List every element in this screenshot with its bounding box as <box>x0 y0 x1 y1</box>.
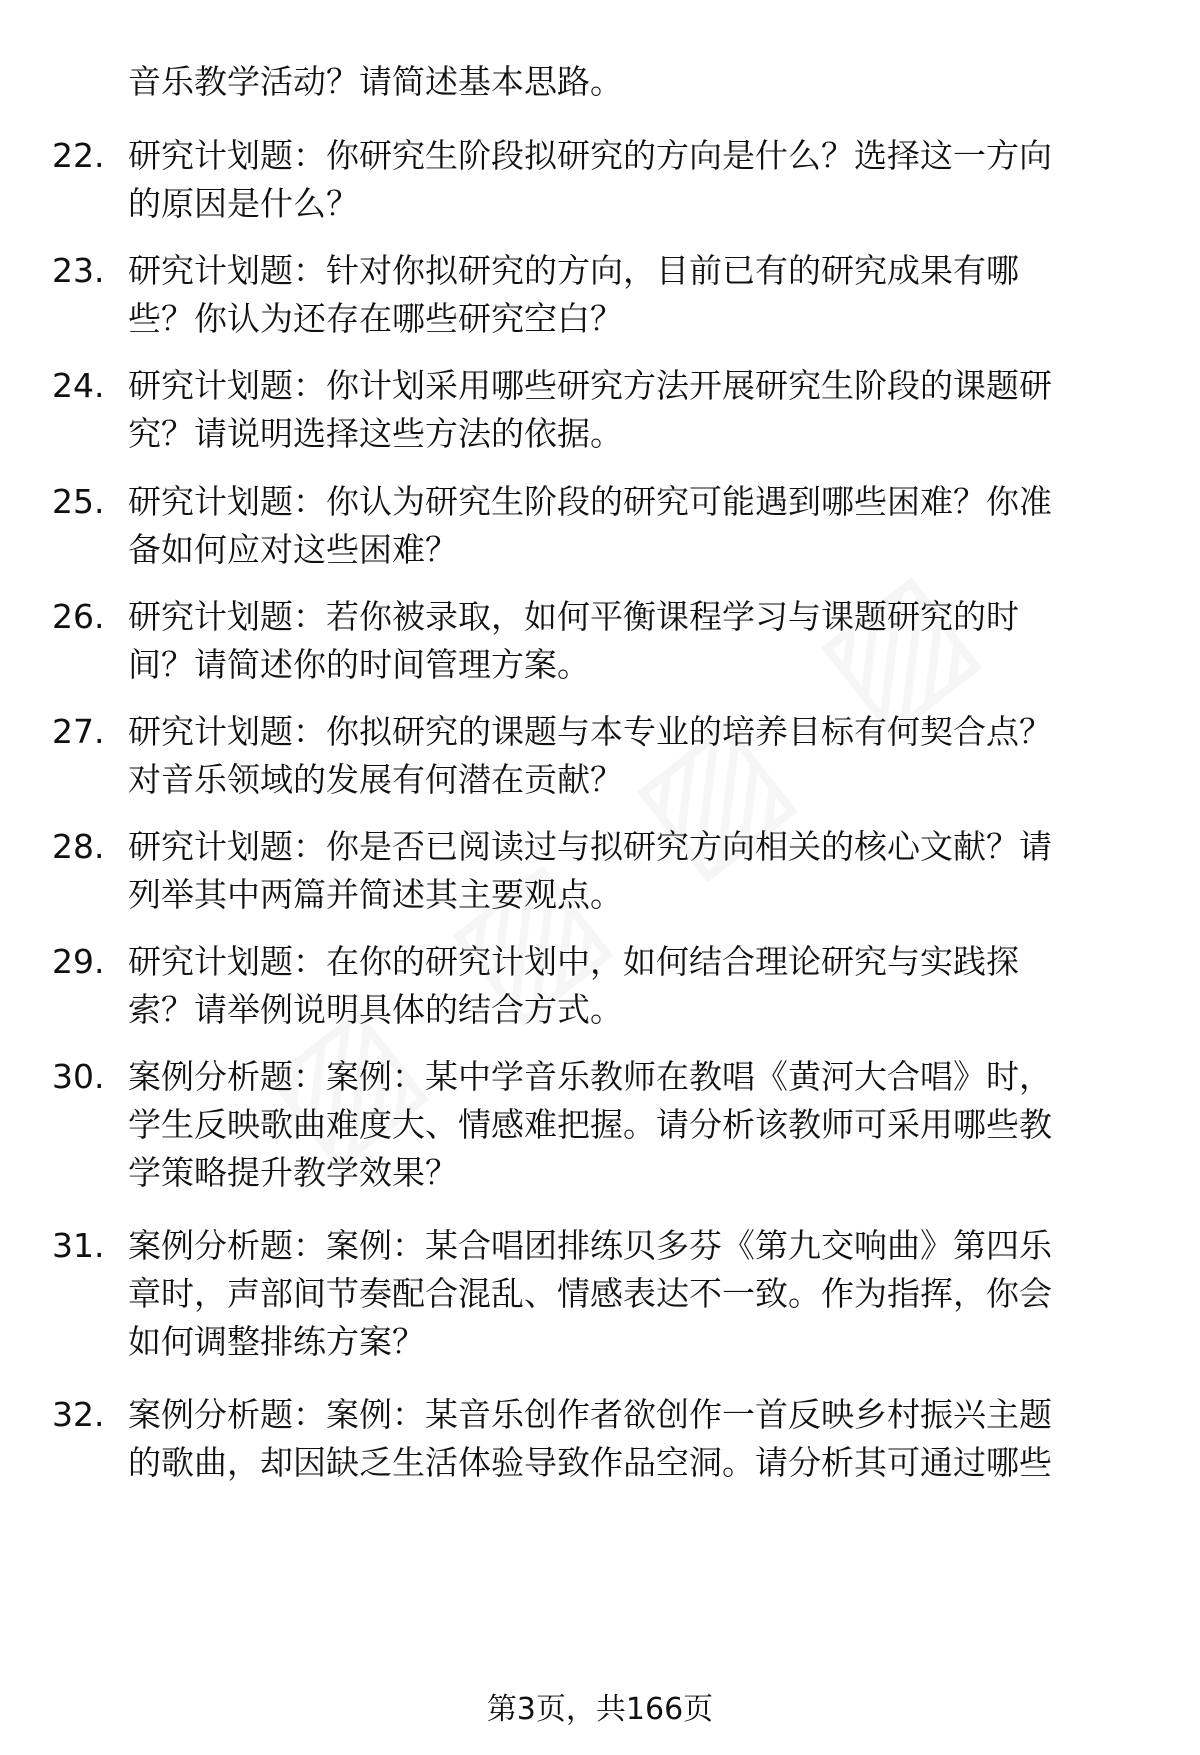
question-text <box>128 362 1148 458</box>
question-line: 如何调整排练方案？ <box>128 1322 425 1361</box>
question-line: 研究计划题：若你被录取，如何平衡课程学习与课题研究的时 <box>128 597 1019 636</box>
question-line: 案例分析题：案例：某中学音乐教师在教唱《黄河大合唱》时， <box>128 1057 1052 1096</box>
continuation-text <box>128 58 1148 106</box>
question-text <box>128 247 1148 343</box>
question-text <box>128 708 1148 804</box>
question-line: 备如何应对这些困难？ <box>128 530 458 569</box>
question-number: 25. <box>52 482 105 521</box>
page-footer: 第3页，共166页 <box>486 1692 714 1727</box>
question-line: 列举其中两篇并简述其主要观点。 <box>128 875 623 914</box>
question-text <box>128 132 1148 228</box>
question-line: 间？请简述你的时间管理方案。 <box>128 645 590 684</box>
continuation-line: 音乐教学活动？请简述基本思路。 <box>128 62 623 101</box>
question-text <box>128 1222 1148 1366</box>
question-number: 22. <box>52 136 105 175</box>
question-line: 研究计划题：你是否已阅读过与拟研究方向相关的核心文献？请 <box>128 827 1052 866</box>
question-number: 30. <box>52 1057 105 1096</box>
question-text <box>128 1391 1148 1487</box>
question-line: 对音乐领域的发展有何潜在贡献？ <box>128 760 623 799</box>
question-number: 27. <box>52 712 105 751</box>
question-line: 研究计划题：在你的研究计划中，如何结合理论研究与实践探 <box>128 942 1019 981</box>
question-line: 学生反映歌曲难度大、情感难把握。请分析该教师可采用哪些教 <box>128 1105 1052 1144</box>
question-text <box>128 1053 1148 1197</box>
question-line: 研究计划题：针对你拟研究的方向，目前已有的研究成果有哪 <box>128 251 1019 290</box>
question-line: 案例分析题：案例：某合唱团排练贝多芬《第九交响曲》第四乐 <box>128 1226 1052 1265</box>
question-text <box>128 938 1148 1034</box>
question-line: 索？请举例说明具体的结合方式。 <box>128 990 623 1029</box>
question-number: 31. <box>52 1226 105 1265</box>
question-text <box>128 478 1148 574</box>
question-number: 26. <box>52 597 105 636</box>
question-line: 研究计划题：你计划采用哪些研究方法开展研究生阶段的课题研 <box>128 366 1052 405</box>
question-number: 29. <box>52 942 105 981</box>
question-text <box>128 593 1148 689</box>
question-number: 23. <box>52 251 105 290</box>
question-line: 究？请说明选择这些方法的依据。 <box>128 414 623 453</box>
question-line: 学策略提升教学效果？ <box>128 1153 458 1192</box>
question-line: 研究计划题：你研究生阶段拟研究的方向是什么？选择这一方向 <box>128 136 1052 175</box>
question-text <box>128 823 1148 919</box>
question-line: 研究计划题：你拟研究的课题与本专业的培养目标有何契合点？ <box>128 712 1052 751</box>
question-number: 28. <box>52 827 105 866</box>
question-number: 32. <box>52 1395 105 1434</box>
question-line: 案例分析题：案例：某音乐创作者欲创作一首反映乡村振兴主题 <box>128 1395 1052 1434</box>
question-line: 的歌曲，却因缺乏生活体验导致作品空洞。请分析其可通过哪些 <box>128 1443 1052 1482</box>
question-number: 24. <box>52 366 105 405</box>
question-line: 研究计划题：你认为研究生阶段的研究可能遇到哪些困难？你准 <box>128 482 1052 521</box>
question-line: 章时，声部间节奏配合混乱、情感表达不一致。作为指挥，你会 <box>128 1274 1052 1313</box>
question-line: 的原因是什么？ <box>128 184 359 223</box>
question-line: 些？你认为还存在哪些研究空白？ <box>128 299 623 338</box>
